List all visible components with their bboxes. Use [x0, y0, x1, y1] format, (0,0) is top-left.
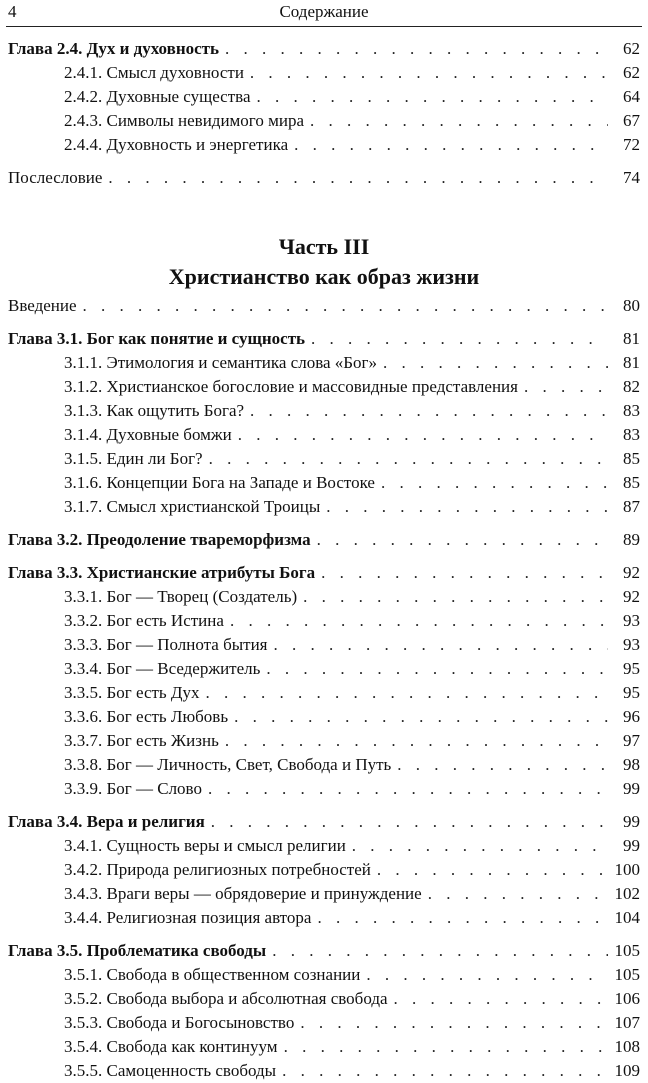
- leader-dots: [317, 528, 608, 552]
- entry-page-number: 100: [614, 860, 640, 879]
- entry-page-number: 108: [614, 1037, 640, 1056]
- toc-subsection-entry[interactable]: [8, 85, 640, 109]
- entry-page-number: 85: [623, 473, 640, 492]
- entry-label: 3.5.2. Свобода выбора и абсолютная свобода: [64, 989, 388, 1008]
- entry-label: 3.4.2. Природа религиозных потребностей: [64, 860, 371, 879]
- entry-page-number: 105: [614, 941, 640, 960]
- toc-subsection-entry[interactable]: [8, 633, 640, 657]
- entry-label: 3.4.4. Религиозная позиция автора: [64, 908, 312, 927]
- entry-page-number: 97: [623, 731, 640, 750]
- entry-label: 3.1.6. Концепции Бога на Западе и Востоке: [64, 473, 375, 492]
- entry-label: 3.3.8. Бог — Личность, Свет, Свобода и Путь: [64, 755, 392, 774]
- toc-chapter-entry[interactable]: [8, 561, 640, 585]
- entry-label: 3.3.9. Бог — Слово: [64, 779, 202, 798]
- leader-dots: [294, 133, 608, 157]
- toc-subsection-entry[interactable]: [8, 399, 640, 423]
- page-number: 4: [8, 2, 17, 21]
- entry-page-number: 99: [623, 779, 640, 798]
- leader-dots: [303, 585, 608, 609]
- toc-chapter-entry[interactable]: [8, 810, 640, 834]
- entry-label: 3.1.7. Смысл христианской Троицы: [64, 497, 321, 516]
- entry-page-number: 92: [623, 563, 640, 582]
- entry-label: Глава 2.4. Дух и духовность: [8, 39, 219, 58]
- entry-label: 3.5.1. Свобода в общественном сознании: [64, 965, 361, 984]
- entry-page-number: 95: [623, 659, 640, 678]
- entry-page-number: 74: [623, 168, 640, 187]
- part-number: Часть III: [278, 234, 370, 259]
- leader-dots: [208, 777, 608, 801]
- entry-page-number: 87: [623, 497, 640, 516]
- entry-page-number: 83: [623, 425, 640, 444]
- toc-chapter-entry[interactable]: [8, 939, 640, 963]
- toc-entry[interactable]: [8, 294, 640, 318]
- toc-subsection-entry[interactable]: [8, 906, 640, 930]
- toc-subsection-entry[interactable]: [8, 609, 640, 633]
- entry-label: Глава 3.3. Христианские атрибуты Бога: [8, 563, 316, 582]
- entry-page-number: 81: [623, 353, 640, 372]
- leader-dots: [352, 834, 608, 858]
- entry-page-number: 92: [623, 587, 640, 606]
- entry-label: 3.1.3. Как ощутить Бога?: [64, 401, 245, 420]
- toc-chapter-entry[interactable]: [8, 37, 640, 61]
- leader-dots: [317, 906, 608, 930]
- toc-subsection-entry[interactable]: [8, 133, 640, 157]
- entry-label: 3.3.1. Бог — Творец (Создатель): [64, 587, 298, 606]
- entry-label: 3.5.3. Свобода и Богосыновство: [64, 1013, 295, 1032]
- entry-label: Глава 3.5. Проблематика свободы: [8, 941, 267, 960]
- toc-subsection-entry[interactable]: [8, 351, 640, 375]
- entry-label: 3.3.7. Бог есть Жизнь: [64, 731, 219, 750]
- entry-page-number: 95: [623, 683, 640, 702]
- part-title: Христианство как образ жизни: [168, 264, 480, 289]
- toc-subsection-entry[interactable]: [8, 987, 640, 1011]
- leader-dots: [266, 657, 608, 681]
- toc-subsection-entry[interactable]: [8, 495, 640, 519]
- toc-section-part-3: [8, 294, 640, 1083]
- entry-label: 3.1.2. Христианское богословие и массовидные представления: [64, 377, 518, 396]
- leader-dots: [206, 681, 608, 705]
- toc-subsection-entry[interactable]: [8, 471, 640, 495]
- entry-page-number: 109: [614, 1061, 640, 1080]
- leader-dots: [383, 351, 608, 375]
- entry-page-number: 105: [614, 965, 640, 984]
- leader-dots: [225, 729, 608, 753]
- entry-label: 3.5.5. Самоценность свободы: [64, 1061, 277, 1080]
- section-gap: [8, 930, 640, 939]
- leader-dots: [230, 609, 608, 633]
- entry-label: Глава 3.2. Преодоление твареморфизма: [8, 530, 311, 549]
- entry-label: 3.5.4. Свобода как континуум: [64, 1037, 278, 1056]
- entry-page-number: 85: [623, 449, 640, 468]
- entry-page-number: 107: [614, 1013, 640, 1032]
- leader-dots: [310, 109, 608, 133]
- leader-dots: [234, 705, 608, 729]
- entry-label: Глава 3.4. Вера и религия: [8, 812, 205, 831]
- toc-subsection-entry[interactable]: [8, 1035, 640, 1059]
- toc-subsection-entry[interactable]: [8, 585, 640, 609]
- entry-page-number: 102: [614, 884, 640, 903]
- entry-label: 3.1.4. Духовные бомжи: [64, 425, 232, 444]
- toc-subsection-entry[interactable]: [8, 423, 640, 447]
- table-of-contents: [8, 37, 640, 1083]
- toc-entry[interactable]: [8, 166, 640, 190]
- leader-dots: [272, 939, 608, 963]
- entry-label: 3.3.5. Бог есть Дух: [64, 683, 200, 702]
- leader-dots: [311, 327, 608, 351]
- leader-dots: [282, 1059, 608, 1083]
- running-header: [6, 0, 642, 27]
- leader-dots: [300, 1011, 608, 1035]
- entry-label: 3.4.3. Враги веры — обрядоверие и принуждение: [64, 884, 422, 903]
- entry-label: Глава 3.1. Бог как понятие и сущность: [8, 329, 306, 348]
- section-gap: [8, 318, 640, 327]
- section-gap: [8, 801, 640, 810]
- toc-subsection-entry[interactable]: [8, 681, 640, 705]
- leader-dots: [397, 753, 608, 777]
- entry-page-number: 81: [623, 329, 640, 348]
- entry-page-number: 80: [623, 296, 640, 315]
- entry-page-number: 96: [623, 707, 640, 726]
- toc-subsection-entry[interactable]: [8, 109, 640, 133]
- entry-page-number: 82: [623, 377, 640, 396]
- leader-dots: [108, 166, 608, 190]
- entry-page-number: 89: [623, 530, 640, 549]
- toc-chapter-entry[interactable]: [8, 327, 640, 351]
- section-gap: [8, 519, 640, 528]
- toc-subsection-entry[interactable]: [8, 834, 640, 858]
- entry-page-number: 98: [623, 755, 640, 774]
- entry-label: 3.4.1. Сущность веры и смысл религии: [64, 836, 346, 855]
- leader-dots: [366, 963, 608, 987]
- part-heading-block: [8, 232, 640, 292]
- leader-dots: [284, 1035, 608, 1059]
- toc-subsection-entry[interactable]: [8, 963, 640, 987]
- leader-dots: [321, 561, 608, 585]
- entry-page-number: 72: [623, 135, 640, 154]
- toc-section-part-2-end: [8, 37, 640, 190]
- leader-dots: [377, 858, 608, 882]
- toc-subsection-entry[interactable]: [8, 882, 640, 906]
- toc-subsection-entry[interactable]: [8, 1059, 640, 1083]
- entry-label: 2.4.3. Символы невидимого мира: [64, 111, 305, 130]
- leader-dots: [257, 85, 609, 109]
- entry-label: Введение: [8, 296, 77, 315]
- entry-label: 3.3.2. Бог есть Истина: [64, 611, 224, 630]
- section-gap: [8, 552, 640, 561]
- leader-dots: [211, 810, 608, 834]
- toc-subsection-entry[interactable]: [8, 705, 640, 729]
- toc-subsection-entry[interactable]: [8, 777, 640, 801]
- leader-dots: [274, 633, 609, 657]
- entry-page-number: 64: [623, 87, 640, 106]
- leader-dots: [225, 37, 608, 61]
- toc-subsection-entry[interactable]: [8, 375, 640, 399]
- leader-dots: [326, 495, 608, 519]
- entry-page-number: 67: [623, 111, 640, 130]
- running-title: Содержание: [279, 2, 369, 21]
- entry-page-number: 104: [614, 908, 640, 927]
- entry-label: 3.1.1. Этимология и семантика слова «Бог»: [64, 353, 378, 372]
- entry-page-number: 93: [623, 611, 640, 630]
- leader-dots: [209, 447, 608, 471]
- leader-dots: [238, 423, 608, 447]
- leader-dots: [524, 375, 608, 399]
- toc-subsection-entry[interactable]: [8, 858, 640, 882]
- toc-subsection-entry[interactable]: [8, 657, 640, 681]
- toc-subsection-entry[interactable]: [8, 447, 640, 471]
- toc-subsection-entry[interactable]: [8, 1011, 640, 1035]
- leader-dots: [381, 471, 608, 495]
- entry-page-number: 62: [623, 63, 640, 82]
- entry-page-number: 83: [623, 401, 640, 420]
- leader-dots: [83, 294, 608, 318]
- toc-subsection-entry[interactable]: [8, 729, 640, 753]
- toc-chapter-entry[interactable]: [8, 528, 640, 552]
- toc-subsection-entry[interactable]: [8, 61, 640, 85]
- toc-subsection-entry[interactable]: [8, 753, 640, 777]
- entry-page-number: 93: [623, 635, 640, 654]
- leader-dots: [428, 882, 608, 906]
- entry-label: Послесловие: [8, 168, 103, 187]
- entry-label: 3.3.3. Бог — Полнота бытия: [64, 635, 268, 654]
- leader-dots: [394, 987, 608, 1011]
- entry-label: 3.3.4. Бог — Вседержитель: [64, 659, 261, 678]
- entry-label: 2.4.1. Смысл духовности: [64, 63, 244, 82]
- entry-label: 3.3.6. Бог есть Любовь: [64, 707, 229, 726]
- leader-dots: [250, 61, 608, 85]
- leader-dots: [250, 399, 608, 423]
- entry-page-number: 99: [623, 812, 640, 831]
- entry-page-number: 99: [623, 836, 640, 855]
- entry-label: 3.1.5. Един ли Бог?: [64, 449, 203, 468]
- entry-page-number: 62: [623, 39, 640, 58]
- section-gap: [8, 157, 640, 166]
- entry-page-number: 106: [614, 989, 640, 1008]
- entry-label: 2.4.4. Духовность и энергетика: [64, 135, 289, 154]
- entry-label: 2.4.2. Духовные существа: [64, 87, 251, 106]
